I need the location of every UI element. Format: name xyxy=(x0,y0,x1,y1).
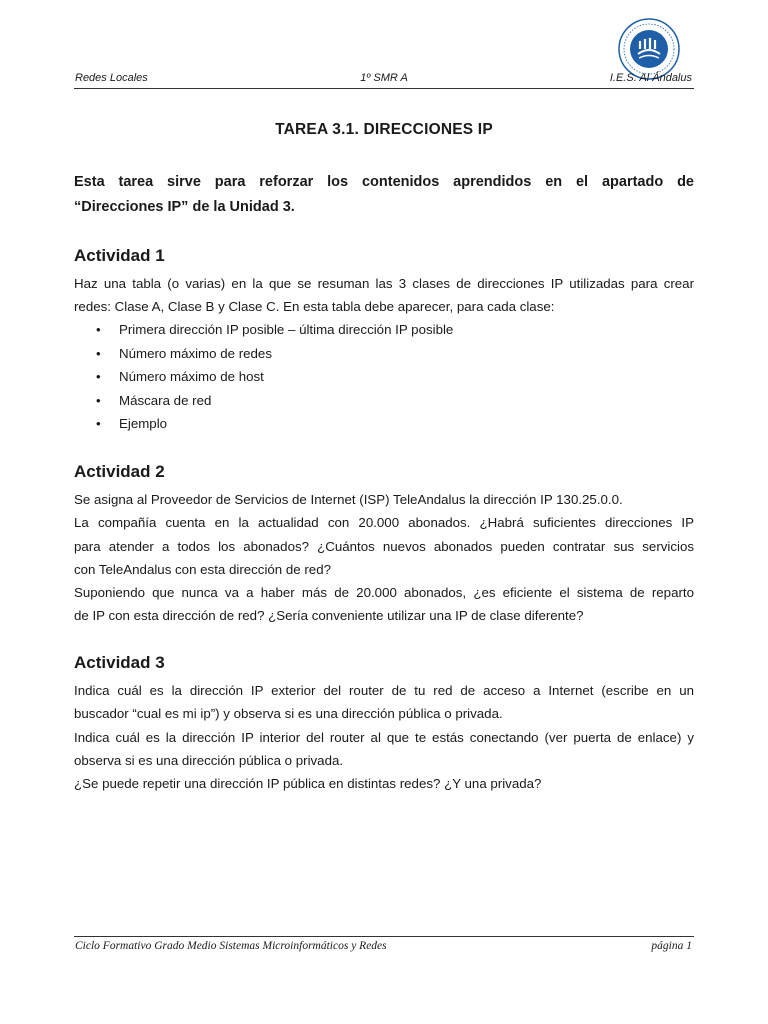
intro-line: “Direcciones IP” de la Unidad 3. xyxy=(74,199,295,215)
bullet-icon: • xyxy=(96,392,101,408)
header-group: 1º SMR A xyxy=(360,72,408,84)
paragraph-line: Indica cuál es la dirección IP exterior del router de tu red de acceso a Internet (escribe en un xyxy=(74,683,694,698)
document-title: TAREA 3.1. DIRECCIONES IP xyxy=(275,121,493,138)
paragraph-line: Suponiendo que nunca va a haber más de 20.000 abonados, ¿es eficiente el sistema de reparto xyxy=(74,585,694,601)
bullet-icon: • xyxy=(96,369,101,385)
intro-line: Esta tarea sirve para reforzar los contenidos aprendidos en el apartado de xyxy=(74,174,694,190)
paragraph-line: de IP con esta dirección de red? ¿Sería conveniente utilizar una IP de clase diferente? xyxy=(74,608,584,624)
paragraph-line: buscador “cual es mi ip”) y observa si es una dirección pública o privada. xyxy=(74,706,503,722)
paragraph-line: observa si es una dirección pública o privada. xyxy=(74,752,344,768)
bullet-icon: • xyxy=(96,322,101,337)
paragraph-line: para atender a todos los abonados? ¿Cuántos nuevos abonados pueden contratar sus servicios xyxy=(74,538,694,554)
paragraph-line: Se asigna al Proveedor de Servicios de Internet (ISP) TeleAndalus la dirección IP 130.25.0.0. xyxy=(74,492,623,507)
list-item-text: Número máximo de host xyxy=(119,369,264,385)
intro-paragraph xyxy=(74,170,694,220)
list-item xyxy=(74,318,694,342)
bullet-icon: • xyxy=(96,345,101,361)
list-item-text: Ejemplo xyxy=(119,416,168,432)
activity3-paragraph xyxy=(74,679,694,795)
paragraph-line: Haz una tabla (o varias) en la que se resuman las 3 clases de direcciones IP utilizadas para crear xyxy=(74,276,694,291)
list-item-text: Máscara de red xyxy=(119,392,212,408)
activity1-bullet-list xyxy=(74,318,694,436)
activity2-heading: Actividad 2 xyxy=(74,462,165,481)
page-number: página 1 xyxy=(651,940,692,952)
header-school: I.E.S. Al Ándalus xyxy=(609,72,692,84)
paragraph-line: La compañía cuenta en la actualidad con 20.000 abonados. ¿Habrá suficientes direcciones IP xyxy=(74,515,694,531)
page-footer xyxy=(74,936,694,957)
paragraph-line: con TeleAndalus con esta dirección de red? xyxy=(74,561,331,577)
activity1-paragraph xyxy=(74,272,694,319)
paragraph-line: redes: Clase A, Clase B y Clase C. En esta tabla debe aparecer, para cada clase: xyxy=(74,299,555,315)
bullet-icon: • xyxy=(96,416,101,432)
list-item xyxy=(74,412,694,436)
list-item xyxy=(74,342,694,366)
paragraph-line: ¿Se puede repetir una dirección IP pública en distintas redes? ¿Y una privada? xyxy=(74,776,542,792)
footer-program: Ciclo Formativo Grado Medio Sistemas Microinformáticos y Redes xyxy=(75,940,387,952)
activity3-heading: Actividad 3 xyxy=(74,653,165,672)
activity1-heading: Actividad 1 xyxy=(74,246,165,265)
activity2-paragraph xyxy=(74,488,694,628)
list-item-text: Primera dirección IP posible – última dirección IP posible xyxy=(119,322,454,337)
header-course: Redes Locales xyxy=(75,72,148,84)
paragraph-line: Indica cuál es la dirección IP interior del router al que te estás conectando (ver puerta de enlace) y xyxy=(74,729,694,745)
list-item xyxy=(74,389,694,413)
page-header xyxy=(74,70,694,89)
list-item xyxy=(74,365,694,389)
list-item-text: Número máximo de redes xyxy=(119,345,272,361)
